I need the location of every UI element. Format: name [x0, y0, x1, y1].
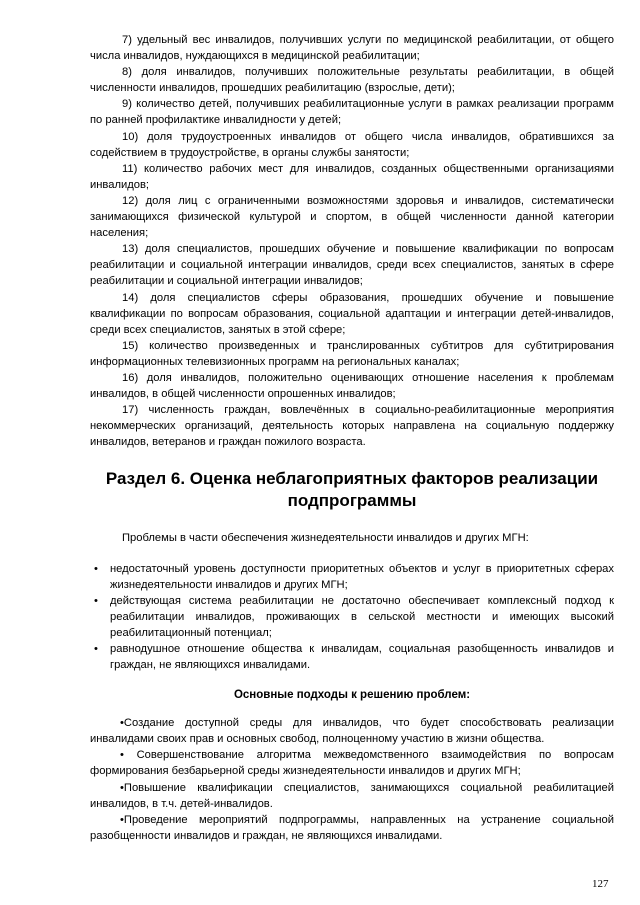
- approach-item: •Проведение мероприятий подпрограммы, направленных на устранение социальной разобщенности инвалидов и граждан, не являющихся инвалидами.: [90, 813, 614, 842]
- bullet-icon: •: [94, 594, 98, 607]
- problem-text: действующая система реабилитации не достаточно обеспечивает комплексный подход к реабилитации инвалидов, проживающих в сельской местности и имеющих высокий реабилитационный потенциал;: [110, 594, 614, 639]
- problem-text: недостаточный уровень доступности приоритетных объектов и услуг в приоритетных сферах жизнедеятельности инвалидов и других МГН;: [110, 562, 614, 591]
- indicator-item-13: 13) доля специалистов, прошедших обучение и повышение квалификации по вопросам реабилитации и социальной интеграции инвалидов, среди всех специалистов, занятых в сфере реабилитации и социальной интеграции инвалидов;: [90, 243, 614, 288]
- indicator-item-12: 12) доля лиц с ограниченными возможностями здоровья и инвалидов, систематически занимающихся физической культурой и спортом, в общей численности данной категории населения;: [90, 194, 614, 240]
- indicator-item-11: 11) количество рабочих мест для инвалидов, созданных общественными организациями инвалидов;: [90, 162, 614, 191]
- indicator-item-15: 15) количество произведенных и транслированных субтитров для субтитрирования информационных телевизионных программ на региональных каналах;: [90, 339, 614, 368]
- bullet-icon: •: [94, 643, 98, 655]
- indicator-item-10: 10) доля трудоустроенных инвалидов от общего числа инвалидов, обратившихся за содействием в трудоустройстве, в органы службы занятости;: [90, 130, 614, 159]
- problems-list: [90, 561, 614, 674]
- indicator-item-16: 16) доля инвалидов, положительно оценивающих отношение населения к проблемам инвалидов, в общей численности опрошенных инвалидов;: [90, 371, 614, 401]
- bullet-icon: •: [94, 562, 98, 575]
- page-number: 127: [592, 878, 609, 890]
- problem-item: [90, 593, 614, 641]
- problem-item: [90, 641, 614, 673]
- indicator-item-9: 9) количество детей, получивших реабилитационные услуги в рамках реализации программ по ранней профилактике инвалидности у детей;: [90, 98, 614, 127]
- approach-item: •Повышение квалификации специалистов, занимающихся социальной реабилитацией инвалидов, в т.ч. детей-инвалидов.: [90, 781, 614, 810]
- problem-item: [90, 561, 614, 593]
- section-heading: Раздел 6. Оценка неблагоприятных факторов реализации подпрограммы: [105, 469, 599, 511]
- indicator-item-8: 8) доля инвалидов, получивших положительные результаты реабилитации, в общей численности инвалидов, прошедших реабилитацию (взрослые, дети);: [90, 66, 614, 95]
- page-content: [90, 32, 614, 844]
- approach-item: • Совершенствование алгоритма межведомственного взаимодействия по вопросам формирования безбарьерной среды жизнедеятельности инвалидов и других МГН;: [90, 749, 614, 778]
- approaches-heading: Основные подходы к решению проблем:: [233, 689, 471, 702]
- indicator-item-17: 17) численность граждан, вовлечённых в социально-реабилитационные мероприятия некоммерческих организаций, деятельность которых направлена на социальную поддержку инвалидов, ветеранов и граждан пожилого возраста.: [90, 404, 614, 449]
- indicator-item-14: 14) доля специалистов сферы образования, прошедших обучение и повышение квалификации по вопросам образования, социальной адаптации и интеграции детей-инвалидов, среди всех специалистов, занятых в этой сфере;: [90, 291, 614, 336]
- approach-item: •Создание доступной среды для инвалидов, что будет способствовать реализации инвалидами своих прав и основных свобод, полноценному участию в жизни общества.: [90, 717, 614, 746]
- approaches-list: [90, 715, 614, 844]
- problem-text: равнодушное отношение общества к инвалидам, социальная разобщенность инвалидов и граждан, не являющихся инвалидами.: [110, 643, 614, 672]
- indicator-list: [90, 32, 614, 450]
- indicator-item-7: 7) удельный вес инвалидов, получивших услуги по медицинской реабилитации, от общего числа инвалидов, нуждающихся в медицинской реабилитации;: [90, 34, 614, 63]
- problems-intro: Проблемы в части обеспечения жизнедеятельности инвалидов и других МГН:: [122, 532, 529, 545]
